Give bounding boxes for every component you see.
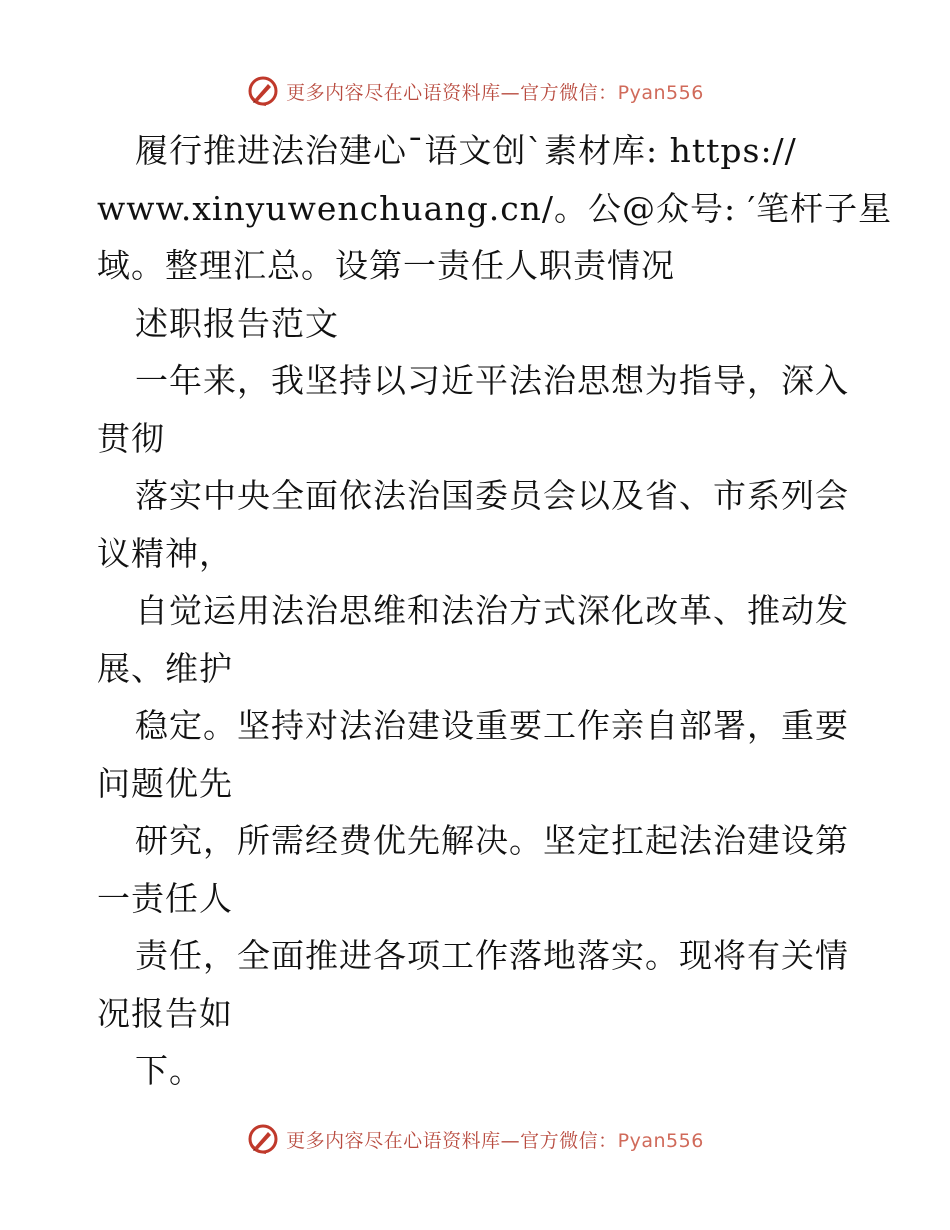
- body-line: 况报告如: [97, 993, 233, 1033]
- body-line: 展、维护: [97, 648, 233, 688]
- footer-banner-label: 更多内容尽在心语资料库—官方微信：: [286, 1129, 618, 1152]
- body-line: 下。: [135, 1051, 203, 1090]
- pen-seal-logo-icon: [246, 1122, 280, 1156]
- body-line: 履行推进法治建心¯语文创`素材库: https://: [135, 131, 797, 170]
- header-banner-text: [286, 78, 704, 105]
- footer-banner: [0, 1119, 950, 1159]
- body-line: 域。整理汇总。设第一责任人职责情况: [97, 246, 675, 285]
- body-line: 一责任人: [97, 878, 233, 918]
- footer-banner-text: [286, 1126, 704, 1153]
- document-title: 述职报告范文: [135, 303, 339, 343]
- body-line: www.xinyuwenchuang.cn/。公@众号: ′笔杆子星: [97, 188, 893, 228]
- body-line: 研究，所需经费优先解决。坚定扛起法治建设第: [135, 821, 849, 860]
- pen-seal-logo-icon: [246, 74, 280, 108]
- body-line: 议精神，: [97, 533, 233, 573]
- document-body: [97, 122, 893, 1100]
- body-line: 落实中央全面依法治国委员会以及省、市系列会: [135, 476, 849, 515]
- footer-wechat-id: Pyan556: [617, 1129, 704, 1152]
- header-banner: [0, 71, 950, 111]
- body-line: 自觉运用法治思维和法治方式深化改革、推动发: [135, 591, 849, 630]
- body-line: 责任，全面推进各项工作落地落实。现将有关情: [135, 936, 849, 975]
- header-banner-label: 更多内容尽在心语资料库—官方微信：: [286, 81, 618, 104]
- body-line: 稳定。坚持对法治建设重要工作亲自部署，重要: [135, 706, 849, 745]
- body-line: 贯彻: [97, 418, 165, 458]
- body-line: 一年来，我坚持以习近平法治思想为指导，深入: [135, 361, 849, 400]
- body-line: 问题优先: [97, 763, 233, 803]
- header-wechat-id: Pyan556: [617, 81, 704, 104]
